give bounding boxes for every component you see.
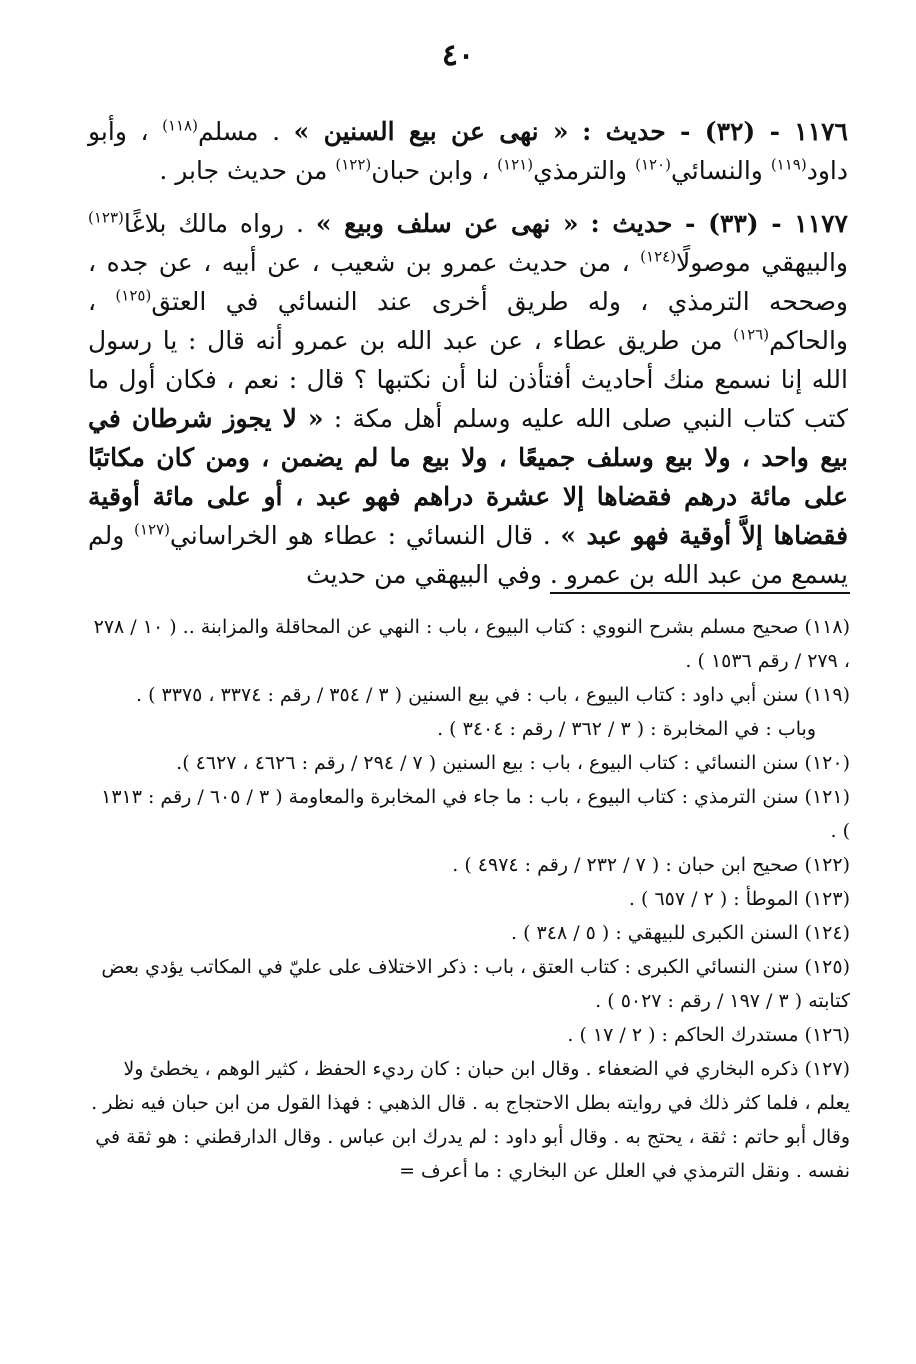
- text-segment: من طريق عطاء ، عن عبد الله بن عمرو أنه قال : يا رسول الله إنا نسمع منك أحاديث أفتأذن لنا أن نكتبها ؟ قال : نعم ، فكان أول ما كتب كتاب النبي صلى الله عليه وسلم أهل مكة :: [88, 326, 849, 433]
- footnote-divider: [550, 592, 850, 594]
- text-segment: من حديث جابر .: [159, 156, 336, 185]
- text-segment: . قال النسائي : عطاء هو الخراساني: [169, 521, 561, 550]
- footnote-ref: (١٢١): [497, 155, 534, 174]
- footnote-120: (١٢٠) سنن النسائي : كتاب البيوع ، باب : بيع السنين ( ٧ / ٢٩٤ / رقم : ٤٦٢٦ ، ٤٦٢٧ ).: [176, 752, 850, 774]
- page-number: ٤٠: [441, 38, 475, 73]
- footnote-118: (١١٨) صحيح مسلم بشرح النووي : كتاب البيوع ، باب : النهي عن المحاقلة والمزابنة .. ( ١٠ / ٢٧٨ ، ٢٧٩ / رقم ١٥٣٦ ) .: [93, 616, 850, 672]
- footnotes: [88, 610, 850, 1188]
- footnote-119-continued: وباب : في المخابرة : ( ٣ / ٣٦٢ / رقم : ٣٤٠٤ ) .: [437, 718, 816, 740]
- footnote-ref: (١٢٦): [733, 325, 770, 344]
- footnote-ref: (١٢٥): [115, 286, 152, 305]
- hadith-number: ١١٧٦ - (٣٢) - حديث :: [582, 117, 848, 146]
- hadith-number: ١١٧٧ - (٣٣) - حديث :: [590, 209, 848, 238]
- footnote-ref: (١١٩): [770, 155, 807, 174]
- text-segment: والنسائي: [670, 156, 771, 185]
- footnote-122: (١٢٢) صحيح ابن حبان : ( ٧ / ٢٣٢ / رقم : ٤٩٧٤ ) .: [452, 854, 850, 876]
- footnote-ref: (١٢٧): [134, 520, 170, 539]
- text-segment: ولم يسمع من عبد الله بن عمرو . وفي البيهقي من حديث: [88, 521, 848, 589]
- text-segment: ، من حديث عمرو بن شعيب ، عن أبيه ، عن جده ، وصححه الترمذي ، وله طريق أخرى عند النسائي في العتق: [88, 248, 849, 316]
- text-segment: ، وابن حبان: [371, 156, 498, 185]
- continuation-mark: =: [399, 1160, 415, 1182]
- footnote-127-text: (١٢٧) ذكره البخاري في الضعفاء . وقال ابن حبان : كان رديء الحفظ ، كثير الوهم ، يخطئ ولا يعلم ، فلما كثر ذلك في روايته بطل الاحتجاج به . قال الذهبي : فهذا القول من ابن حبان فيه نظر . وقال أبو حاتم : ثقة ، يحتج به . وقال أبو داود : لم يدرك ابن عباس . وقال الدارقطني : هو ثقة في نفسه . ونقل الترمذي في العلل عن البخاري : ما أعرف: [91, 1058, 850, 1182]
- text-segment: والترمذي: [533, 156, 636, 185]
- text-segment: . رواه مالك بلاغًا: [123, 209, 316, 238]
- footnote-119: (١١٩) سنن أبي داود : كتاب البيوع ، باب : في بيع السنين ( ٣ / ٣٥٤ / رقم : ٣٣٧٤ ، ٣٣٧٥ ) .: [136, 684, 850, 706]
- footnote-ref: (١٢٣): [88, 208, 124, 227]
- text-segment: . مسلم: [197, 117, 294, 146]
- footnote-124: (١٢٤) السنن الكبرى للبيهقي : ( ٥ / ٣٤٨ ) .: [511, 922, 850, 944]
- footnote-125: (١٢٥) سنن النسائي الكبرى : كتاب العتق ، باب : ذكر الاختلاف على عليّ في المكاتب يؤدي بعض كتابته ( ٣ / ١٩٧ / رقم : ٥٠٢٧ ) .: [101, 956, 850, 1012]
- footnote-123: (١٢٣) الموطأ : ( ٢ / ٦٥٧ ) .: [628, 888, 850, 910]
- footnote-121: (١٢١) سنن الترمذي : كتاب البيوع ، باب : ما جاء في المخابرة والمعاومة ( ٣ / ٦٠٥ / رقم : ١٣١٣ ) .: [101, 786, 850, 842]
- hadith-title: « نهى عن سلف وبيع »: [315, 209, 579, 238]
- hadith-1176: [88, 112, 848, 190]
- hadith-quote: « لا يجوز شرطان في بيع واحد ، ولا بيع وسلف جميعًا ، ولا بيع ما لم يضمن ، ومن كان مكاتبًا على مائة درهم فقضاها إلا عشرة دراهم فهو عبد ، أو على مائة أوقية فقضاها إلاَّ أوقية فهو عبد »: [88, 404, 849, 550]
- footnote-ref: (١٢٢): [335, 155, 372, 174]
- footnote-126: (١٢٦) مستدرك الحاكم : ( ٢ / ١٧ ) .: [567, 1024, 850, 1046]
- text-segment: ، والحاكم: [88, 287, 848, 355]
- text-segment: والبيهقي موصولًا: [676, 248, 848, 277]
- main-text: [88, 112, 848, 608]
- footnote-ref: (١١٨): [162, 116, 198, 135]
- hadith-title: « نهى عن بيع السنين »: [293, 117, 569, 146]
- footnote-127: [88, 1052, 850, 1188]
- footnote-ref: (١٢٤): [640, 247, 677, 266]
- hadith-1177: [88, 204, 848, 594]
- footnote-ref: (١٢٠): [635, 155, 671, 174]
- text-segment: ، وأبو داود: [88, 117, 848, 185]
